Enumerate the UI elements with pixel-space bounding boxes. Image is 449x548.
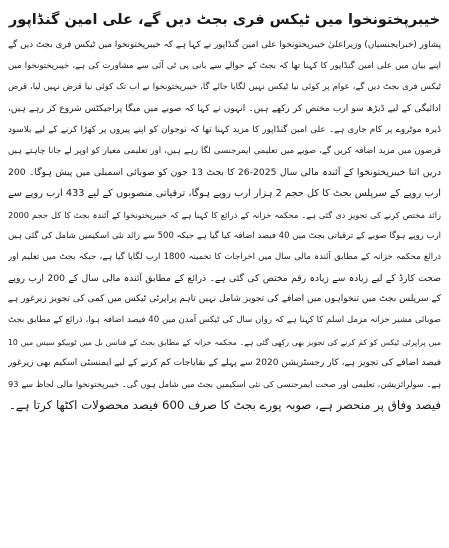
- body-line: قرضوں میں مزید اضافہ کریں گے، صوبے میں تعلیمی ایمرجنسی لگا رہے ہیں، اور تعلیمی معیار کو اوپر لے جانا چاہتے ہیں: [8, 145, 441, 156]
- body-line: صوبائی مشیر خزانہ مزمل اسلم کا کہنا ہے کہ رواں سال کی ٹیکس آمدن میں 40 فیصد اضافہ ہوا، ذرائع کے مطابق بجٹ: [8, 315, 441, 326]
- body-line: فیصد اضافے کی تجویز ہے، کار رجسٹریشن 2020 سے پہلے کے بقایاجات کم کرنے کے لیے ایمنسٹی اسکیم بھی زیرغور: [8, 357, 441, 368]
- body-line: صحت کارڈ کے لیے زیادہ سے زیادہ رقم مختص کی گئی ہے۔ ذرائع کے مطابق آئندہ مالی سال کے 200 ارب روپے: [8, 273, 441, 285]
- body-line: ارب روپے ہوگا صوبے کے ترقیاتی بجٹ میں 40 فیصد اضافہ کیا گیا ہے جبکہ 500 سے زائد نئی اسکیمیں شامل کی گئی ہیں: [8, 230, 441, 241]
- body-line: ڈیرہ موٹروے پر کام جاری ہے۔ علی امین گنڈاپور کا مزید کہنا تھا کہ نوجوان کو اپنے پیروں پر کھڑا کرنے کے لیے بلاسود: [8, 124, 441, 135]
- body-line: فیصد وفاق پر منحصر ہے، صوبہ پورے بجٹ کا صرف 600 فیصد محصولات اکٹھا کرتا ہے۔: [8, 398, 441, 413]
- body-line: ٹیکس فری بجٹ دیں گے، عوام پر کوئی نیا ٹیکس نہیں لگایا جائے گا، خیبرپختونخوا نے اب تک کوئی نیا قرض نہیں لیا، قرض: [8, 82, 441, 93]
- body-line: کے سرپلس بجٹ میں تنخواہوں میں اضافے کی تجویز شامل نہیں تاہم پراپرٹی ٹیکس میں کمی کی تجویز زیرغور ہے: [8, 294, 441, 305]
- body-line: دریں اثنا خیبرپختونخوا کے آئندہ مالی سال 2025-26 کا بجٹ 13 جون کو صوبائی اسمبلی میں پیش ہوگا۔ 200: [8, 167, 441, 179]
- body-line: پشاور (خبرایجنسیاں) وزیراعلیٰ خیبرپختونخوا علی امین گنڈاپور نے کہا ہے کہ خیبرپختونخوا میں ٹیکس فری بجٹ دیں گے: [8, 40, 441, 50]
- body-line: اپنے بیان میں علی امین گنڈاپور کا کہنا تھا کہ بجٹ کے حوالے سے بانی پی ٹی آئی سے مشاورت کی ہے، خیبرپختونخوا میں: [8, 61, 441, 72]
- body-line: زائد مختص کرنے کی تجویز دی گئی ہے۔ محکمہ خزانہ کے ذرائع کا کہنا ہے کہ خیبرپختونخوا کے آئندہ بجٹ کا کل حجم 2000: [8, 209, 441, 220]
- body-line: ادائیگی کے لیے ڈیڑھ سو ارب مختص کر رکھے ہیں۔ انہوں نے کہا کہ صوبے میں میگا پراجیکٹس شروع کر رہے ہیں،: [8, 103, 441, 114]
- body-line: ذرائع محکمہ خزانہ کے مطابق آئندہ مالی سال میں اخراجات کا تخمینہ 1800 ارب لگایا گیا ہے، جبکہ بجٹ میں تعلیم اور: [8, 251, 441, 262]
- body-line: میں پراپرٹی ٹیکس کو کم کرنے کی تجویز بھی رکھی گئی ہے۔ محکمہ خزانہ کے مطابق بجٹ کے فنانس بل میں ٹوبیکو سیس میں 10: [8, 337, 441, 347]
- body-line: ارب روپے کے سرپلس بجٹ کا کل حجم 2 ہزار ارب روپے ہوگا، ترقیاتی منصوبوں کے لیے 433 ارب روپے سے: [8, 188, 441, 200]
- article-body: [8, 35, 441, 416]
- body-line: ہے۔ سولرائزیشن، تعلیمی اور صحت ایمرجنسی کی نئی اسکیمیں بجٹ میں شامل ہوں گی۔ خیبرپختونخوا مالی لحاظ سے 93: [8, 379, 441, 389]
- article-headline: خیبرپختونخوا میں ٹیکس فری بجٹ دیں گے، علی امین گنڈاپور: [8, 12, 441, 28]
